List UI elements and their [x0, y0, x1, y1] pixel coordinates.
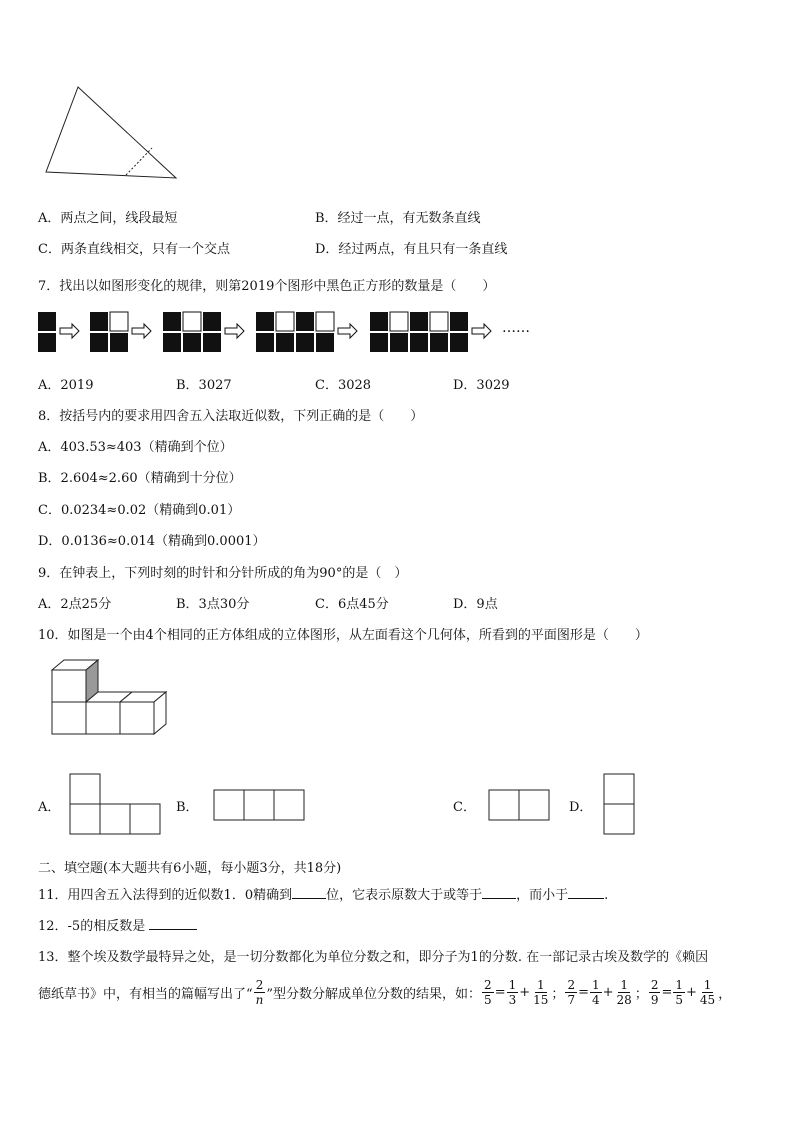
q6-triangle-figure [40, 82, 185, 182]
q8-option-b: B．2.604≈2.60（精确到十分位） [38, 471, 242, 486]
q6-option-a: A．两点之间，线段最短 [38, 211, 178, 226]
q9-option-d: D．9点 [453, 597, 498, 612]
q13-equation-2: $\frac{2}{7}$ = $\frac{1}{4}$ + $\frac{1}{28}$ [567, 977, 632, 1007]
q12-text: 12．-5的相反数是 [38, 919, 146, 934]
q7-option-a: A．2019 [38, 378, 94, 393]
q10-option-b-figure [213, 789, 305, 821]
q11-blank-1[interactable] [292, 885, 326, 899]
q13-tail-comma: ， [718, 986, 732, 1002]
q10-option-a-label: A． [38, 800, 61, 815]
arrow-icon [225, 324, 244, 338]
q10-option-b-label: B． [176, 800, 199, 815]
q7-figure-4 [256, 312, 334, 352]
q7-pattern-sequence [38, 310, 498, 354]
q10-stem: 10．如图是一个由4个相同的正方体组成的立体图形，从左面看这个几何体，所看到的平面图形是（ ） [38, 628, 648, 643]
q7-figure-3 [163, 312, 221, 352]
q11-blank-3[interactable] [568, 885, 604, 899]
q7-option-d: D．3029 [453, 378, 510, 393]
q11-blank-2[interactable] [482, 885, 516, 899]
q10-option-c-label: C． [453, 800, 476, 815]
q10-solid-figure [48, 658, 168, 740]
q7-figure-2 [90, 312, 128, 352]
q6-option-d: D．经过两点，有且只有一条直线 [315, 242, 508, 257]
q6-option-c: C．两条直线相交，只有一个交点 [38, 242, 230, 257]
q13-equation-1: $\frac{2}{5}$ = $\frac{1}{3}$ + $\frac{1}{15}$ [484, 977, 549, 1007]
q13-line-2 [38, 972, 731, 1012]
q11-text-2: 位，它表示原数大于或等于 [326, 888, 483, 903]
q11-line [38, 884, 608, 903]
arrow-icon [338, 324, 357, 338]
q8-stem: 8．按括号内的要求用四舍五入法取近似数，下列正确的是（ ） [38, 409, 424, 424]
q7-ellipsis: …… [502, 320, 530, 336]
q8-option-d: D．0.0136≈0.014（精确到0.0001） [38, 534, 266, 549]
q10-option-d-label: D． [569, 800, 593, 815]
q9-option-c: C．6点45分 [315, 597, 389, 612]
q13-equation-3: $\frac{2}{9}$ = $\frac{1}{5}$ + $\frac{1}{45}$ [650, 977, 716, 1007]
q7-figure-5 [370, 312, 468, 352]
q7-option-b: B．3027 [176, 378, 232, 393]
q8-option-c: C．0.0234≈0.02（精确到0.01） [38, 503, 241, 518]
q12-line [38, 915, 197, 934]
q10-option-d-figure [603, 773, 635, 835]
q7-stem: 7．找出以如图形变化的规律，则第2019个图形中黑色正方形的数量是（ ） [38, 279, 496, 294]
arrow-icon [472, 324, 491, 338]
q6-option-b: B．经过一点，有无数条直线 [315, 211, 481, 226]
q13-separator-2: ； [634, 986, 648, 1002]
q12-blank[interactable] [149, 916, 197, 930]
q10-option-c-figure [488, 789, 550, 821]
section-2-heading: 二、填空题(本大题共有6小题，每小题3分，共18分) [38, 861, 342, 876]
q13-type-fraction: $\frac{2}{n}$ [255, 977, 264, 1007]
q13-text-a: 德纸草书》中，有相当的篇幅写出了“ [38, 986, 253, 1002]
q7-option-c: C．3028 [315, 378, 372, 393]
q13-line-1: 13．整个埃及数学最特异之处，是一切分数都化为单位分数之和，即分子为1的分数. 在一部记录古埃及数学的《赖因 [38, 950, 709, 965]
arrow-icon [60, 324, 79, 338]
q11-text-1: 11．用四舍五入法得到的近似数1．0精确到 [38, 888, 293, 903]
q7-figure-1 [38, 312, 56, 352]
q10-option-a-figure [69, 773, 161, 835]
q9-option-a: A．2点25分 [38, 597, 112, 612]
q11-text-3: ，而小于 [516, 888, 569, 903]
q9-option-b: B．3点30分 [176, 597, 250, 612]
q13-separator-1: ； [551, 986, 565, 1002]
q11-text-4: . [604, 888, 609, 903]
q13-text-b: ”型分数分解成单位分数的结果，如： [266, 986, 482, 1002]
arrow-icon [132, 324, 151, 338]
q9-stem: 9．在钟表上，下列时刻的时针和分针所成的角为90°的是（ ） [38, 566, 408, 581]
q8-option-a: A．403.53≈403（精确到个位） [38, 440, 233, 455]
